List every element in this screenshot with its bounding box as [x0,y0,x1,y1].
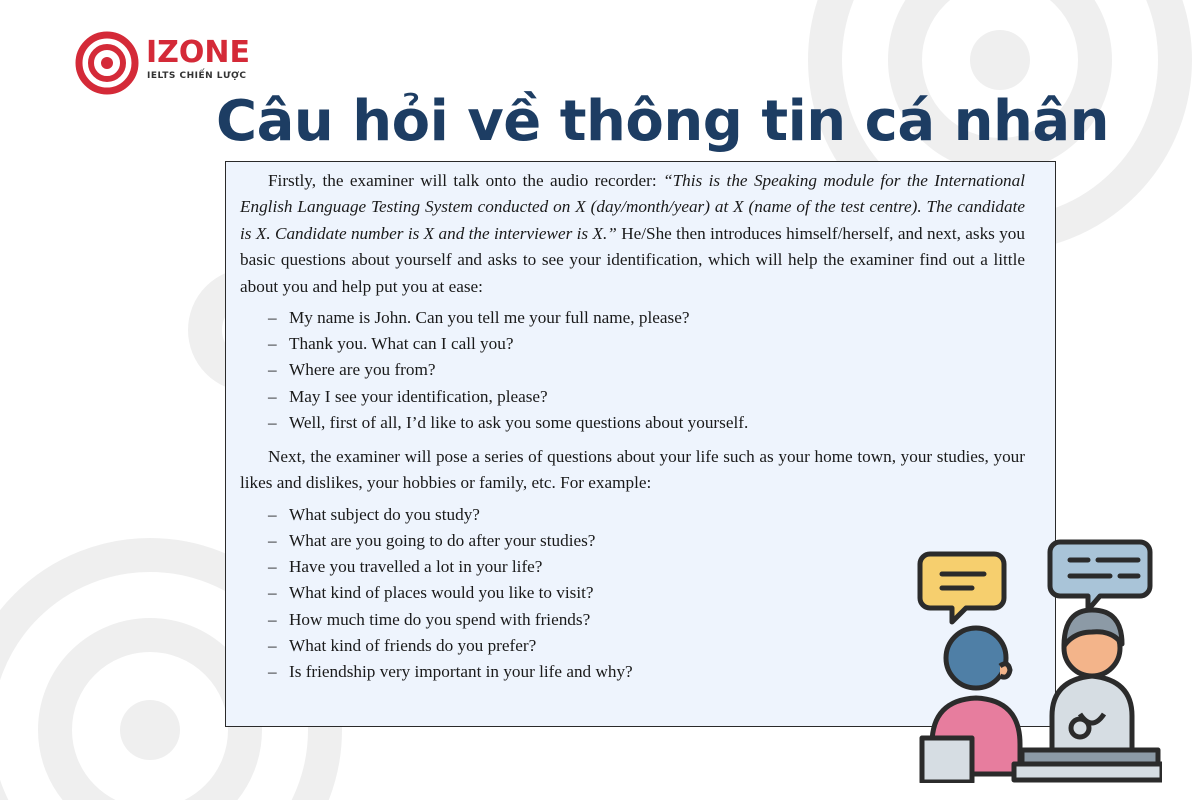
brand-tagline: IELTS CHIẾN LƯỢC [147,71,247,81]
bullet: – [268,583,277,603]
bullet: – [268,360,277,380]
list-item: – My name is John. Can you tell me your full name, please? [268,305,1025,331]
list-item: – Have you travelled a lot in your life? [268,554,1025,580]
recorder-quote: “This is the Speaking module for the International English Language Testing System conducted on X (day/month/year) at X (name of the test centre). The candidate is X. Candidate number is X and the interviewer is X.” [240,171,1025,243]
bullet: – [268,412,277,432]
bullet: – [268,308,277,328]
list-item: – How much time do you spend with friends? [268,607,1025,633]
bullet: – [268,531,277,551]
bullet: – [268,504,277,524]
interview-illustration-icon [912,538,1162,783]
page-title: Câu hỏi về thông tin cá nhân [216,89,1110,154]
list-item: – Well, first of all, I’d like to ask you some questions about yourself. [268,410,1025,436]
bullet: – [268,635,277,655]
intro-paragraph [240,168,1025,300]
list-item: – Is friendship very important in your life and why? [268,659,1025,685]
list-item: – May I see your identification, please? [268,384,1025,410]
bullet: – [268,386,277,406]
brand-name: IZONE [146,35,251,70]
list-item: – What kind of places would you like to visit? [268,580,1025,606]
life-questions-paragraph: Next, the examiner will pose a series of questions about your life such as your home town, your studies, your likes and dislikes, your hobbies or family, etc. For example: [240,447,1025,493]
list-item: – Thank you. What can I call you? [268,331,1025,357]
bullet: – [268,334,277,354]
list-item: – What subject do you study? [268,502,1025,528]
bullet: – [268,557,277,577]
life-question-list [240,502,1025,685]
list-item: – What kind of friends do you prefer? [268,633,1025,659]
bullet: – [268,662,277,682]
list-item: – What are you going to do after your studies? [268,528,1025,554]
list-item: – Where are you from? [268,357,1025,383]
intro-tail: He/She then introduces himself/herself, and next, asks you basic questions about yourself and asks to see your identification, which will help the examiner find out a little about you and help put you at ease: [240,223,1025,296]
bullet: – [268,609,277,629]
intro-question-list [240,305,1025,436]
intro-lead: Firstly, the examiner will talk onto the audio recorder: [268,171,664,190]
